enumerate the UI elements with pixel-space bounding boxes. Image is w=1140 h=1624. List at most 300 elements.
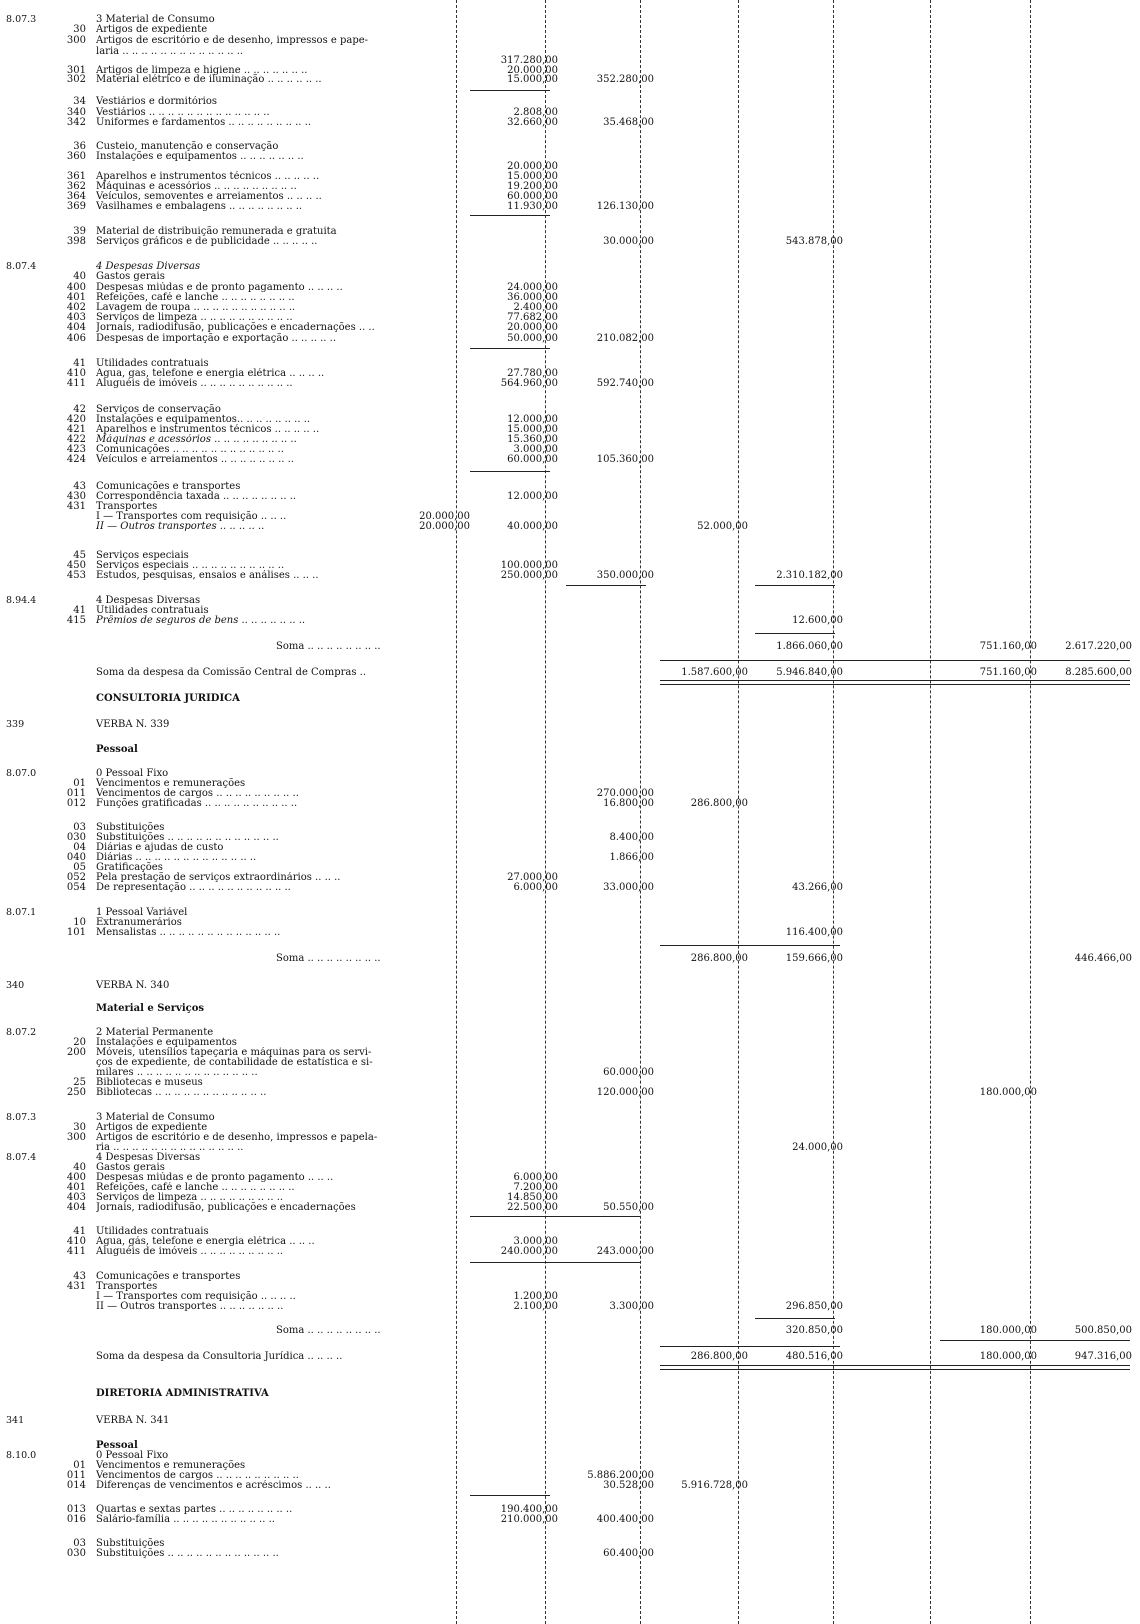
section-code: 8.10.0 — [6, 1450, 37, 1461]
item-description: Material e Serviços — [96, 1003, 205, 1014]
item-code: 415 — [66, 615, 86, 626]
amount-c1: 7.200,00 — [513, 1182, 558, 1193]
table-row — [0, 798, 1140, 809]
subtotal-rule — [470, 1216, 640, 1217]
item-code: 400 — [66, 282, 86, 293]
item-description: Utilidades contratuais — [96, 1226, 209, 1237]
item-description: Comunicações e transportes — [96, 481, 241, 492]
amount-c1: 20.000,00 — [507, 161, 558, 172]
table-row — [0, 1325, 1140, 1336]
item-description: Quartas e sextas partes .. .. .. .. .. .. .. .. — [96, 1504, 293, 1515]
item-code: 36 — [73, 141, 86, 152]
amount-c3: 52.000,00 — [697, 521, 748, 532]
item-description: Custeio, manutenção e conservação — [96, 141, 279, 152]
table-row — [0, 1087, 1140, 1098]
subtotal-rule — [470, 215, 550, 216]
amount-c1: 12.000,00 — [507, 491, 558, 502]
item-description: Gratificações — [96, 862, 163, 873]
amount-c2: 30.528,00 — [603, 1480, 654, 1491]
item-code: 040 — [66, 852, 86, 863]
amount-c2: 50.550,00 — [603, 1202, 654, 1213]
table-row — [0, 521, 1140, 532]
amount-c2: 35.468,00 — [603, 117, 654, 128]
item-description: 3 Material de Consumo — [96, 1112, 215, 1123]
item-code: 340 — [66, 107, 86, 118]
item-code: 453 — [66, 570, 86, 581]
amount-c2: 16.800,00 — [603, 798, 654, 809]
item-description: Artigos de escritório e de desenho, impressos e papela- — [96, 1132, 378, 1143]
item-description: Vasilhames e embalagens .. .. .. .. .. .. .. .. — [96, 201, 303, 212]
item-description: Instalações e equipamentos.. .. .. .. .. .. .. .. — [96, 414, 311, 425]
amount-c2: 210.082,00 — [596, 333, 654, 344]
item-description: Funções gratificadas .. .. .. .. .. .. .. .. .. .. — [96, 798, 298, 809]
table-row — [0, 322, 1140, 333]
item-description: Substituições .. .. .. .. .. .. .. .. .. .. .. .. — [96, 1548, 279, 1559]
table-row — [0, 1480, 1140, 1491]
item-description: Lavagem de roupa .. .. .. .. .. .. .. .. .. .. .. — [96, 302, 296, 313]
amount-c1: 210.000,00 — [500, 1514, 558, 1525]
item-code: 03 — [73, 1538, 86, 1549]
item-description: Jornais, radiodifusão, publicações e encadernações — [96, 1202, 356, 1213]
item-description: CONSULTORIA JURIDICA — [96, 693, 240, 704]
amount-c4: 543.878,00 — [785, 236, 843, 247]
item-code: 013 — [66, 1504, 86, 1515]
amount-c2: 3.300,00 — [609, 1301, 654, 1312]
amount-c4: 24.000,00 — [792, 1142, 843, 1153]
table-row — [0, 927, 1140, 938]
item-description: Artigos de expediente — [96, 24, 208, 35]
item-code: 011 — [66, 1470, 86, 1481]
item-code: 014 — [66, 1480, 86, 1491]
total-rule — [660, 1346, 840, 1347]
amount-c2: 270.000,00 — [596, 788, 654, 799]
amount-c1: 12.000,00 — [507, 414, 558, 425]
item-code: 03 — [73, 822, 86, 833]
table-row — [0, 378, 1140, 389]
item-description: Agua, gas, telefone e energia elétrica .. .. .. .. — [96, 368, 325, 379]
item-description: Diferenças de vencimentos e acréscimos .. .. .. — [96, 1480, 331, 1491]
table-row — [0, 454, 1140, 465]
amount-c7: 2.617.220,00 — [1065, 641, 1132, 652]
item-description: Despesas miúdas e de pronto pagamento .. .. .. — [96, 1172, 334, 1183]
item-description: Serviços de limpeza .. .. .. .. .. .. .. .. .. — [96, 1192, 284, 1203]
item-code: 250 — [66, 1087, 86, 1098]
amount-c1: 2.400,00 — [513, 302, 558, 313]
item-description: ria .. .. .. .. .. .. .. .. .. .. .. .. .. .. — [96, 1142, 244, 1153]
item-code: 200 — [66, 1047, 86, 1058]
item-code: 430 — [66, 491, 86, 502]
amount-c1: 15.000,00 — [507, 171, 558, 182]
item-description: Uniformes e fardamentos .. .. .. .. .. .. .. .. .. — [96, 117, 312, 128]
item-description: milares .. .. .. .. .. .. .. .. .. .. .. .. .. — [96, 1067, 258, 1078]
amount-c4: 116.400,00 — [785, 927, 843, 938]
item-code: 25 — [73, 1077, 86, 1088]
item-description: Artigos de escritório e de desenho, impressos e pape- — [96, 35, 369, 46]
item-code: 420 — [66, 414, 86, 425]
table-row — [0, 96, 1140, 107]
item-description: 4 Despesas Diversas — [96, 1152, 201, 1163]
total-double-rule — [660, 680, 1130, 685]
item-code: 01 — [73, 778, 86, 789]
item-description: De representação .. .. .. .. .. .. .. .. .. .. .. — [96, 882, 291, 893]
item-description: Correspondência taxada .. .. .. .. .. .. .. .. — [96, 491, 297, 502]
amount-c7: 947.316,00 — [1074, 1351, 1132, 1362]
item-code: 431 — [66, 501, 86, 512]
amount-c2: 120.000,00 — [596, 1087, 654, 1098]
item-description: II — Outros transportes .. .. .. .. .. — [96, 521, 265, 532]
item-code: 34 — [73, 96, 86, 107]
item-description: Aparelhos e instrumentos técnicos .. .. .. .. .. — [96, 424, 320, 435]
item-code: 030 — [66, 1548, 86, 1559]
amount-c6: 180.000,00 — [979, 1325, 1037, 1336]
item-description: VERBA N. 339 — [96, 719, 170, 730]
amount-c2: 400.400,00 — [596, 1514, 654, 1525]
table-row — [0, 1246, 1140, 1257]
table-row — [0, 882, 1140, 893]
amount-c7: 500.850,00 — [1074, 1325, 1132, 1336]
amount-c1: 2.100,00 — [513, 1301, 558, 1312]
item-code: 45 — [73, 550, 86, 561]
item-description: Aluguéis de imóveis .. .. .. .. .. .. .. .. .. .. — [96, 378, 293, 389]
section-code: 8.94.4 — [6, 595, 37, 606]
amount-c6: 751.160,00 — [979, 667, 1037, 678]
subtotal-rule — [755, 1318, 835, 1319]
table-row — [0, 1202, 1140, 1213]
amount-c4: 159.666,00 — [785, 953, 843, 964]
section-code: 8.07.0 — [6, 768, 37, 779]
item-description: Extranumerários — [96, 917, 182, 928]
item-description: Artigos de limpeza e higiene .. .. .. .. .. .. .. — [96, 65, 308, 76]
subtotal-rule — [566, 585, 646, 586]
item-description: Despesas de importação e exportação .. .. .. .. .. — [96, 333, 337, 344]
item-code: 362 — [66, 181, 86, 192]
amount-c2: 60.400,00 — [603, 1548, 654, 1559]
item-description: Refeições, café e lanche .. .. .. .. .. .. .. .. — [96, 1182, 295, 1193]
item-code: 411 — [66, 378, 86, 389]
amount-c1: 19.200,00 — [507, 181, 558, 192]
table-row — [0, 117, 1140, 128]
section-code: 8.07.3 — [6, 14, 37, 25]
amount-c2: 60.000,00 — [603, 1067, 654, 1078]
item-description: VERBA N. 340 — [96, 980, 170, 991]
item-description: Aluguéis de imóveis .. .. .. .. .. .. .. .. .. — [96, 1246, 284, 1257]
item-description: Material elétrico e de iluminação .. .. .. .. .. .. — [96, 74, 322, 85]
item-code: 40 — [73, 1162, 86, 1173]
item-code: 398 — [66, 236, 86, 247]
item-code: 300 — [66, 35, 86, 46]
item-code: 403 — [66, 312, 86, 323]
amount-c1: 564.960,00 — [500, 378, 558, 389]
amount-c6: 180.000,00 — [979, 1351, 1037, 1362]
table-row — [0, 1388, 1140, 1399]
amount-c3: 286.800,00 — [690, 953, 748, 964]
item-code: 301 — [66, 65, 86, 76]
item-description: Vencimentos de cargos .. .. .. .. .. .. .. .. .. — [96, 1470, 299, 1481]
item-description: Transportes — [96, 1281, 158, 1292]
item-description: Gastos gerais — [96, 1162, 165, 1173]
item-code: 401 — [66, 1182, 86, 1193]
total-double-rule — [660, 1365, 1130, 1370]
item-description: Comunicações .. .. .. .. .. .. .. .. .. .. .. .. — [96, 444, 284, 455]
item-code: 411 — [66, 1246, 86, 1257]
subtotal-rule — [470, 1262, 640, 1263]
amount-c4: 1.866.060,00 — [776, 641, 843, 652]
amount-c2: 33.000,00 — [603, 882, 654, 893]
item-description: Comunicações e transportes — [96, 1271, 241, 1282]
amount-c4: 296.850,00 — [785, 1301, 843, 1312]
item-description: Soma da despesa da Consultoria Jurídica .. .. .. .. — [96, 1351, 343, 1362]
item-code: 30 — [73, 1122, 86, 1133]
subtotal-rule — [470, 90, 550, 91]
item-description: Instalações e equipamentos — [96, 1037, 237, 1048]
item-description: Serviços especiais .. .. .. .. .. .. .. .. .. .. — [96, 560, 285, 571]
amount-c4: 320.850,00 — [785, 1325, 843, 1336]
amount-c1: 3.000,00 — [513, 1236, 558, 1247]
amount-c2: 30.000,00 — [603, 236, 654, 247]
item-code: 403 — [66, 1192, 86, 1203]
item-code: 30 — [73, 24, 86, 35]
item-description: Mensalistas .. .. .. .. .. .. .. .. .. .. .. .. .. — [96, 927, 281, 938]
item-description: Veículos e arreiamentos .. .. .. .. .. .. .. .. — [96, 454, 294, 465]
amount-c1: 27.780,00 — [507, 368, 558, 379]
table-row — [0, 667, 1140, 678]
item-code: 300 — [66, 1132, 86, 1143]
amount-c1: 1.200,00 — [513, 1291, 558, 1302]
item-description: VERBA N. 341 — [96, 1415, 170, 1426]
section-code: 8.07.4 — [6, 261, 37, 272]
amount-c2: 8.400,00 — [609, 832, 654, 843]
table-row — [0, 980, 1140, 991]
item-description: I — Transportes com requisição .. .. .. .. — [96, 1291, 296, 1302]
section-code: 341 — [6, 1415, 25, 1426]
item-description: Refeições, café e lanche .. .. .. .. .. .. .. .. — [96, 292, 295, 303]
amount-c2: 1.866,00 — [609, 852, 654, 863]
item-code: 41 — [73, 358, 86, 369]
item-code: 39 — [73, 226, 86, 237]
item-description: Diárias e ajudas de custo — [96, 842, 224, 853]
amount-c1: 2.808,00 — [513, 107, 558, 118]
amount-c1: 20.000,00 — [507, 65, 558, 76]
amount-c4: 2.310.182,00 — [776, 570, 843, 581]
item-description: Pela prestação de serviços extraordinários .. .. .. — [96, 872, 341, 883]
amount-c3: 5.916.728,00 — [681, 1480, 748, 1491]
table-row — [0, 74, 1140, 85]
item-description: Instalações e equipamentos .. .. .. .. .. .. .. — [96, 151, 304, 162]
item-code: 404 — [66, 322, 86, 333]
item-description: Substituições — [96, 822, 165, 833]
amount-c1: 250.000,00 — [500, 570, 558, 581]
amount-c1: 22.500,00 — [507, 1202, 558, 1213]
amount-c4: 5.946.840,00 — [776, 667, 843, 678]
amount-c4: 43.266,00 — [792, 882, 843, 893]
amount-c1: 20.000,00 — [507, 322, 558, 333]
table-row — [0, 236, 1140, 247]
table-row — [0, 693, 1140, 704]
item-description: Utilidades contratuais — [96, 358, 209, 369]
item-description: Artigos de expediente — [96, 1122, 208, 1133]
item-description: Veículos, semoventes e arreiamentos .. .. .. .. — [96, 191, 322, 202]
item-code: 302 — [66, 74, 86, 85]
item-description: Despesas miúdas e de pronto pagamento .. .. .. .. — [96, 282, 343, 293]
item-description: Agua, gás, telefone e energia elétrica .. .. .. — [96, 1236, 315, 1247]
item-code: 101 — [66, 927, 86, 938]
item-description: Gastos gerais — [96, 271, 165, 282]
item-description: Transportes — [96, 501, 158, 512]
item-code: 41 — [73, 605, 86, 616]
amount-c4: 12.600,00 — [792, 615, 843, 626]
subtotal-rule — [755, 585, 835, 586]
section-code: 8.07.4 — [6, 1152, 37, 1163]
item-description: Máquinas e acessórios .. .. .. .. .. .. .. .. .. — [96, 181, 297, 192]
table-row — [0, 201, 1140, 212]
amount-c1: 27.000,00 — [507, 872, 558, 883]
item-code: 422 — [66, 434, 86, 445]
item-code: 450 — [66, 560, 86, 571]
amount-c7: 8.285.600,00 — [1065, 667, 1132, 678]
table-row — [0, 744, 1140, 755]
item-code: 052 — [66, 872, 86, 883]
amount-c0: 20.000,00 — [419, 521, 470, 532]
item-code: 41 — [73, 1226, 86, 1237]
table-row — [0, 1514, 1140, 1525]
item-code: 410 — [66, 368, 86, 379]
item-description: Soma da despesa da Comissão Central de Compras .. — [96, 667, 367, 678]
subtotal-rule — [470, 471, 550, 472]
item-description: Salário-família .. .. .. .. .. .. .. .. .. .. .. — [96, 1514, 275, 1525]
amount-c6: 180.000,00 — [979, 1087, 1037, 1098]
section-code: 8.07.1 — [6, 907, 37, 918]
table-row — [0, 1415, 1140, 1426]
amount-c1: 32.660,00 — [507, 117, 558, 128]
total-rule — [940, 1340, 1130, 1341]
item-code: 401 — [66, 292, 86, 303]
table-row — [0, 1003, 1140, 1014]
item-code: 402 — [66, 302, 86, 313]
amount-c1: 40.000,00 — [507, 521, 558, 532]
amount-c1: 50.000,00 — [507, 333, 558, 344]
amount-c1: 6.000,00 — [513, 1172, 558, 1183]
amount-c1: 3.000,00 — [513, 444, 558, 455]
table-row — [0, 1301, 1140, 1312]
item-code: 406 — [66, 333, 86, 344]
amount-c1: 36.000,00 — [507, 292, 558, 303]
item-description: DIRETORIA ADMINISTRATIVA — [96, 1388, 269, 1399]
item-code: 20 — [73, 1037, 86, 1048]
item-code: 400 — [66, 1172, 86, 1183]
table-row — [0, 24, 1140, 35]
section-code: 8.07.3 — [6, 1112, 37, 1123]
table-row — [0, 719, 1140, 730]
item-code: 342 — [66, 117, 86, 128]
item-code: 424 — [66, 454, 86, 465]
item-description: Serviços especiais — [96, 550, 189, 561]
amount-c6: 751.160,00 — [979, 641, 1037, 652]
amount-c1: 11.930,00 — [507, 201, 558, 212]
amount-c1: 14.850,00 — [507, 1192, 558, 1203]
table-row — [0, 35, 1140, 46]
amount-c3: 286.800,00 — [690, 1351, 748, 1362]
item-description: Móveis, utensílios tapeçaria e máquinas para os servi- — [96, 1047, 372, 1058]
item-description: 3 Material de Consumo — [96, 14, 215, 25]
item-code: 369 — [66, 201, 86, 212]
amount-c1: 77.682,00 — [507, 312, 558, 323]
item-description: laria .. .. .. .. .. .. .. .. .. .. .. .. .. — [96, 46, 244, 57]
item-code: 404 — [66, 1202, 86, 1213]
amount-c1: 15.000,00 — [507, 424, 558, 435]
item-code: 05 — [73, 862, 86, 873]
item-code: 011 — [66, 788, 86, 799]
amount-c1: 60.000,00 — [507, 191, 558, 202]
subtotal-rule — [660, 945, 840, 946]
item-description: Pessoal — [96, 744, 138, 755]
item-description: Aparelhos e instrumentos técnicos .. .. .. .. .. — [96, 171, 320, 182]
subtotal-rule — [755, 633, 835, 634]
item-description: ços de expediente, de contabilidade de estatística e si- — [96, 1057, 373, 1068]
item-description: Vestiários e dormitórios — [96, 96, 217, 107]
item-description: Jornais, radiodifusão, publicações e encadernações .. .. — [96, 322, 375, 333]
amount-c1: 60.000,00 — [507, 454, 558, 465]
item-description: Vencimentos de cargos .. .. .. .. .. .. .. .. .. — [96, 788, 299, 799]
item-description: 1 Pessoal Variável — [96, 907, 188, 918]
item-description: 4 Despesas Diversas — [96, 595, 201, 606]
item-description: Pessoal — [96, 1440, 138, 1451]
amount-c2: 350.000,00 — [596, 570, 654, 581]
item-description: Vestiários .. .. .. .. .. .. .. .. .. .. .. .. .. — [96, 107, 270, 118]
item-description: 0 Pessoal Fixo — [96, 1450, 169, 1461]
amount-c3: 1.587.600,00 — [681, 667, 748, 678]
amount-c4: 480.516,00 — [785, 1351, 843, 1362]
table-row — [0, 570, 1140, 581]
item-code: 012 — [66, 798, 86, 809]
item-description: Estudos, pesquisas, ensaios e análises .. .. .. — [96, 570, 319, 581]
amount-c2: 592.740,00 — [596, 378, 654, 389]
subtotal-rule — [470, 1495, 550, 1496]
amount-c1: 6.000,00 — [513, 882, 558, 893]
amount-c1: 24.000,00 — [507, 282, 558, 293]
table-row — [0, 615, 1140, 626]
section-code: 8.07.2 — [6, 1027, 37, 1038]
item-description: Substituições .. .. .. .. .. .. .. .. .. .. .. .. — [96, 832, 279, 843]
item-description: Soma .. .. .. .. .. .. .. .. — [276, 953, 381, 964]
item-code: 054 — [66, 882, 86, 893]
item-description: Prêmios de seguros de bens .. .. .. .. .. .. .. — [96, 615, 306, 626]
amount-c2: 243.000,00 — [596, 1246, 654, 1257]
amount-c1: 100.000,00 — [500, 560, 558, 571]
item-code: 43 — [73, 1271, 86, 1282]
amount-c2: 5.886.200,00 — [587, 1470, 654, 1481]
amount-c1: 317.280,00 — [500, 55, 558, 66]
item-code: 364 — [66, 191, 86, 202]
item-code: 42 — [73, 404, 86, 415]
item-code: 40 — [73, 271, 86, 282]
amount-c1: 190.400,00 — [500, 1504, 558, 1515]
table-row — [0, 333, 1140, 344]
item-code: 423 — [66, 444, 86, 455]
amount-c1: 15.360,00 — [507, 434, 558, 445]
item-description: Vencimentos e remunerações — [96, 778, 246, 789]
table-row — [0, 953, 1140, 964]
amount-c2: 126.130,00 — [596, 201, 654, 212]
item-description: 2 Material Permanente — [96, 1027, 214, 1038]
item-code: 421 — [66, 424, 86, 435]
section-code: 340 — [6, 980, 25, 991]
amount-c7: 446.466,00 — [1074, 953, 1132, 964]
item-description: Soma .. .. .. .. .. .. .. .. — [276, 641, 381, 652]
item-description: I — Transportes com requisição .. .. .. — [96, 511, 287, 522]
item-code: 04 — [73, 842, 86, 853]
item-description: 0 Pessoal Fixo — [96, 768, 169, 779]
item-code: 360 — [66, 151, 86, 162]
